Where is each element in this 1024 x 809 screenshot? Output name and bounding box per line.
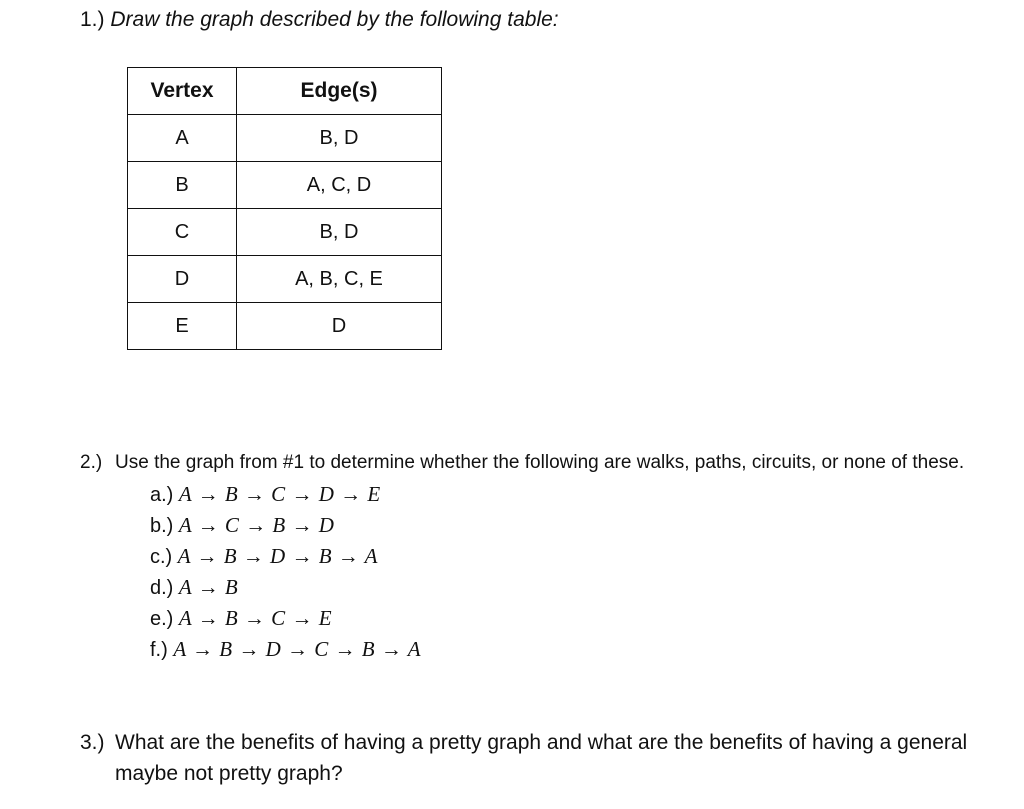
question-1-line xyxy=(80,6,1000,34)
question-3-text: What are the benefits of having a pretty graph and what are the benefits of having a general maybe not pretty graph? xyxy=(115,731,968,785)
option-sequence: A → B → C → E xyxy=(178,606,333,630)
option-sequence: A → B → D → C → B → A xyxy=(173,637,422,661)
list-item xyxy=(150,510,1000,541)
option-label: b.) xyxy=(150,515,174,537)
table-row xyxy=(128,209,442,256)
question-2-prompt xyxy=(80,448,1000,477)
vertex-edge-table xyxy=(127,67,442,350)
option-sequence: A → B xyxy=(178,575,239,599)
walk-options-list xyxy=(80,479,1000,665)
table-row xyxy=(128,162,442,209)
option-sequence: A → B → D → B → A xyxy=(177,544,378,568)
vertex-cell: D xyxy=(128,256,237,303)
vertex-cell: C xyxy=(128,209,237,256)
list-item xyxy=(150,479,1000,510)
table-row xyxy=(128,115,442,162)
question-1 xyxy=(80,6,1000,34)
option-label: f.) xyxy=(150,639,168,661)
option-label: d.) xyxy=(150,577,174,599)
edges-cell: B, D xyxy=(237,209,442,256)
edges-cell: D xyxy=(237,303,442,350)
vertex-cell: E xyxy=(128,303,237,350)
table-header-row xyxy=(128,68,442,115)
vertex-column-header: Vertex xyxy=(128,68,237,115)
question-3 xyxy=(80,727,1000,789)
option-sequence: A → C → B → D xyxy=(178,513,335,537)
question-1-number: 1.) xyxy=(80,8,105,31)
edges-cell: A, C, D xyxy=(237,162,442,209)
list-item xyxy=(150,541,1000,572)
question-3-number: 3.) xyxy=(80,731,105,754)
table-row xyxy=(128,303,442,350)
vertex-cell: A xyxy=(128,115,237,162)
question-2-number: 2.) xyxy=(80,452,103,473)
question-1-text: Draw the graph described by the following table: xyxy=(110,8,559,31)
option-label: c.) xyxy=(150,546,173,568)
edges-cell: B, D xyxy=(237,115,442,162)
question-3-prompt xyxy=(80,727,1000,789)
question-2 xyxy=(80,448,1000,665)
option-sequence: A → B → C → D → E xyxy=(178,482,381,506)
edges-column-header: Edge(s) xyxy=(237,68,442,115)
question-2-text: Use the graph from #1 to determine whether the following are walks, paths, circuits, or none of these. xyxy=(115,452,965,473)
option-label: a.) xyxy=(150,484,174,506)
list-item xyxy=(150,634,1000,665)
vertex-cell: B xyxy=(128,162,237,209)
edges-cell: A, B, C, E xyxy=(237,256,442,303)
table-row xyxy=(128,256,442,303)
list-item xyxy=(150,603,1000,634)
list-item xyxy=(150,572,1000,603)
option-label: e.) xyxy=(150,608,174,630)
